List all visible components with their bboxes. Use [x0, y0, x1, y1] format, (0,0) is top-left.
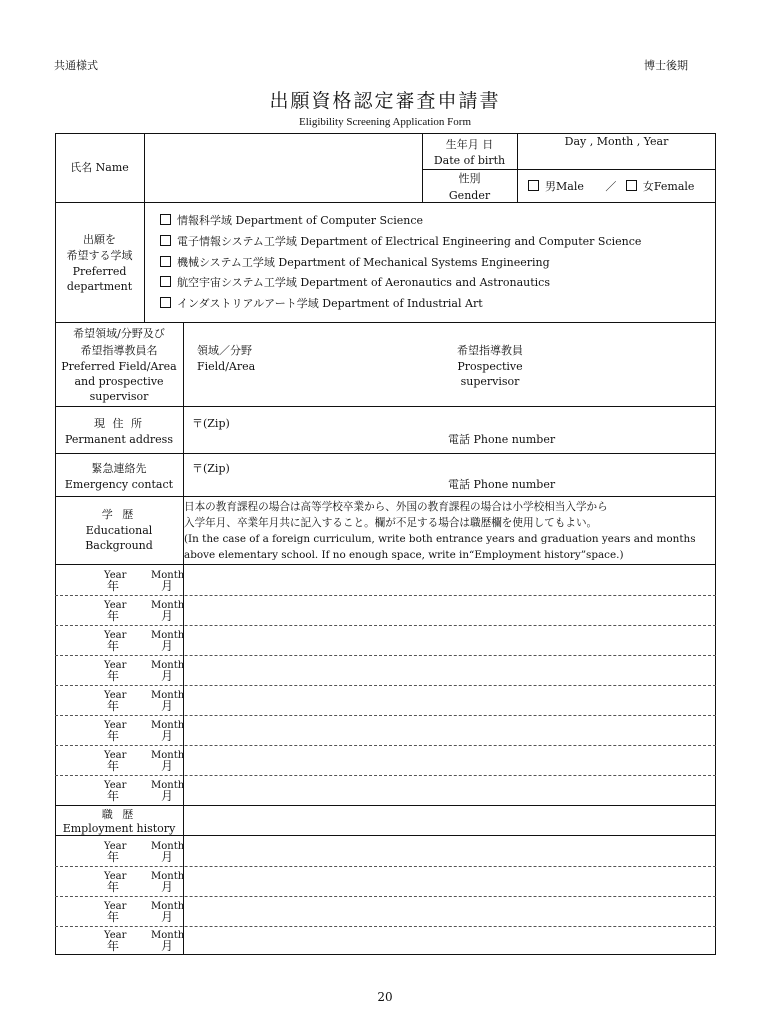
month-label-ja: 月 — [161, 759, 174, 773]
department-checkbox[interactable] — [160, 297, 171, 308]
year-label-en: Year — [104, 720, 127, 731]
address-label-ja: 現 住 所 — [94, 417, 144, 430]
gender-label-en: Gender — [448, 189, 491, 202]
form-type-label: 共通様式 — [54, 59, 98, 72]
dob-label-en: Date of birth — [433, 154, 506, 167]
department-option-label: 機械システム工学域 Department of Mechanical Systems Engineering — [177, 256, 550, 269]
month-label-en: Month — [151, 780, 185, 791]
month-label-en: Month — [151, 690, 185, 701]
male-label: 男Male — [545, 180, 584, 193]
department-option[interactable] — [160, 233, 641, 249]
supervisor-label-en1: Prospective — [457, 360, 523, 373]
month-label-en: Month — [151, 720, 185, 731]
year-label-en: Year — [104, 570, 127, 581]
department-option[interactable] — [160, 212, 423, 228]
page-subtitle: Eligibility Screening Application Form — [298, 116, 471, 128]
month-label-ja: 月 — [161, 579, 174, 593]
department-option[interactable] — [160, 254, 550, 270]
date-entry-input[interactable] — [184, 626, 715, 654]
year-label-ja: 年 — [107, 669, 120, 683]
field-label-ja1: 希望領域/分野及び — [73, 327, 165, 340]
year-label-en: Year — [104, 750, 127, 761]
field-area-label-ja: 領域／分野 — [197, 344, 252, 357]
month-label-en: Month — [151, 600, 185, 611]
department-checkbox[interactable] — [160, 276, 171, 287]
education-label-ja: 学 歴 — [101, 508, 137, 521]
year-label-en: Year — [104, 690, 127, 701]
month-label-ja: 月 — [161, 639, 174, 653]
year-label-ja: 年 — [107, 609, 120, 623]
month-label-ja: 月 — [161, 729, 174, 743]
education-note-ja2: 入学年月、卒業年月共に記入すること。欄が不足する場合は職歴欄を使用してもよい。 — [184, 517, 598, 529]
year-label-ja: 年 — [107, 910, 120, 924]
month-label-en: Month — [151, 871, 185, 882]
name-input-cell[interactable] — [145, 134, 422, 202]
supervisor-label-ja: 希望指導教員 — [457, 344, 523, 357]
year-label-en: Year — [104, 930, 127, 941]
emergency-phone[interactable]: 電話 Phone number — [448, 478, 556, 491]
year-label-ja: 年 — [107, 759, 120, 773]
date-entry-input[interactable] — [184, 596, 715, 624]
department-checkbox[interactable] — [160, 235, 171, 246]
department-checkbox[interactable] — [160, 256, 171, 267]
department-label-ja1: 出願を — [83, 233, 116, 246]
year-label-ja: 年 — [107, 729, 120, 743]
female-label: 女Female — [642, 180, 695, 193]
education-note-ja1: 日本の教育課程の場合は高等学校卒業から、外国の教育課程の場合は小学校相当入学から — [184, 501, 608, 513]
date-entry-input[interactable] — [184, 566, 715, 594]
name-label: 氏名 Name — [70, 161, 129, 174]
page-number: 20 — [377, 990, 393, 1004]
department-checkbox[interactable] — [160, 214, 171, 225]
department-label-ja2: 希望する学域 — [66, 249, 133, 262]
year-label-en: Year — [104, 780, 127, 791]
date-entry-input[interactable] — [184, 776, 715, 804]
month-label-en: Month — [151, 750, 185, 761]
field-label-en1: Preferred Field/Area — [61, 360, 177, 373]
month-label-en: Month — [151, 901, 185, 912]
date-entry-input[interactable] — [184, 926, 715, 954]
department-option-label: 航空宇宙システム工学域 Department of Aeronautics and Astronautics — [177, 276, 550, 289]
date-entry-input[interactable] — [184, 897, 715, 925]
year-label-ja: 年 — [107, 939, 120, 953]
page-title: 出願資格認定審査申請書 — [269, 90, 501, 112]
year-label-ja: 年 — [107, 699, 120, 713]
year-label-en: Year — [104, 871, 127, 882]
month-label-ja: 月 — [161, 669, 174, 683]
female-checkbox[interactable] — [626, 180, 637, 191]
year-label-en: Year — [104, 660, 127, 671]
year-label-ja: 年 — [107, 639, 120, 653]
date-entry-input[interactable] — [184, 746, 715, 774]
supervisor-label-en2: supervisor — [460, 375, 520, 388]
month-label-ja: 月 — [161, 939, 174, 953]
dob-value[interactable]: Day , Month , Year — [564, 135, 669, 148]
employment-label-en: Employment history — [62, 822, 176, 835]
month-label-ja: 月 — [161, 609, 174, 623]
date-entry-input[interactable] — [184, 656, 715, 684]
month-label-en: Month — [151, 841, 185, 852]
address-phone[interactable]: 電話 Phone number — [448, 433, 556, 446]
date-entry-input[interactable] — [184, 686, 715, 714]
department-option[interactable] — [160, 295, 483, 311]
month-label-en: Month — [151, 570, 185, 581]
year-label-en: Year — [104, 630, 127, 641]
department-option-label: 情報科学域 Department of Computer Science — [177, 214, 423, 227]
month-label-ja: 月 — [161, 789, 174, 803]
year-label-ja: 年 — [107, 789, 120, 803]
male-checkbox[interactable] — [528, 180, 539, 191]
field-label-ja2: 希望指導教員名 — [80, 344, 158, 357]
date-entry-input[interactable] — [184, 837, 715, 865]
month-label-ja: 月 — [161, 880, 174, 894]
education-label-en1: Educational — [85, 524, 153, 537]
department-label-en2: department — [66, 280, 133, 293]
education-label-en2: Background — [85, 539, 153, 552]
education-note — [184, 499, 715, 563]
year-label-ja: 年 — [107, 579, 120, 593]
month-label-ja: 月 — [161, 850, 174, 864]
department-label-en1: Preferred — [72, 265, 127, 278]
department-option-label: インダストリアルアート学域 Department of Industrial Art — [177, 297, 483, 310]
year-label-ja: 年 — [107, 850, 120, 864]
month-label-ja: 月 — [161, 910, 174, 924]
month-label-ja: 月 — [161, 699, 174, 713]
year-label-en: Year — [104, 841, 127, 852]
year-label-ja: 年 — [107, 880, 120, 894]
address-label-en: Permanent address — [65, 433, 173, 446]
month-label-en: Month — [151, 660, 185, 671]
gender-separator: ／ — [605, 180, 617, 193]
year-label-en: Year — [104, 600, 127, 611]
department-option[interactable] — [160, 274, 550, 290]
emergency-label-en: Emergency contact — [64, 478, 174, 491]
emergency-zip[interactable]: 〒(Zip) — [192, 462, 230, 475]
year-label-en: Year — [104, 901, 127, 912]
gender-label-ja: 性別 — [458, 172, 481, 185]
field-area-label-en: Field/Area — [197, 360, 256, 373]
program-level-label: 博士後期 — [644, 59, 688, 72]
gender-options — [528, 179, 694, 194]
education-note-en1: (In the case of a foreign curriculum, write both entrance years and graduation years and months — [184, 533, 696, 545]
education-note-en2: above elementary school. If no enough space, write in“Employment history”space.) — [184, 549, 624, 561]
month-label-en: Month — [151, 930, 185, 941]
field-label-en2: and prospective — [74, 375, 164, 388]
date-entry-input[interactable] — [184, 867, 715, 895]
field-label-en3: supervisor — [89, 390, 149, 403]
month-label-en: Month — [151, 630, 185, 641]
emergency-label-ja: 緊急連絡先 — [91, 462, 147, 475]
department-option-label: 電子情報システム工学域 Department of Electrical Engineering and Computer Science — [177, 235, 642, 248]
employment-label-ja: 職 歴 — [101, 808, 137, 821]
address-zip[interactable]: 〒(Zip) — [192, 417, 230, 430]
dob-label-ja: 生年月 日 — [445, 138, 494, 151]
date-entry-input[interactable] — [184, 716, 715, 744]
